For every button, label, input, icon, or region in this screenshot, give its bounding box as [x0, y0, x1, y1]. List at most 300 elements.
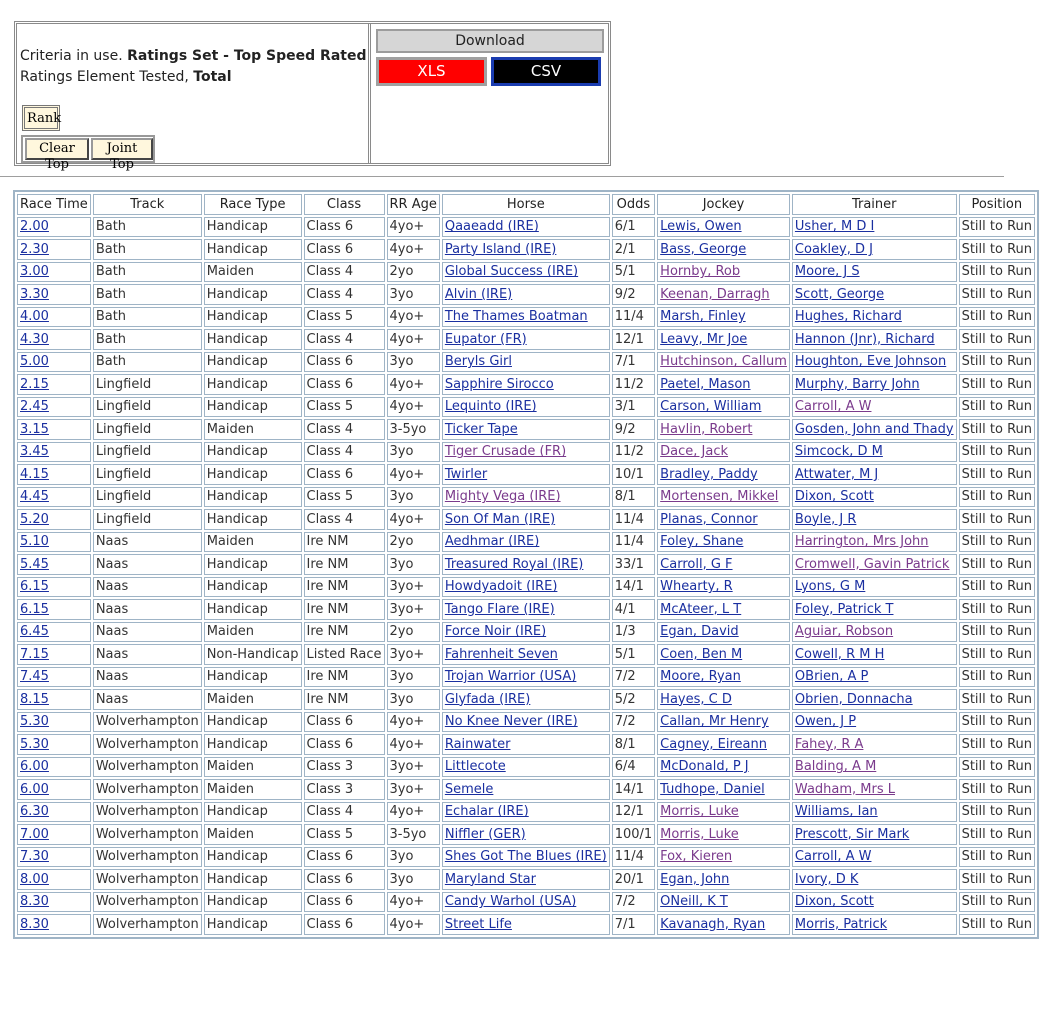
cell-rr-age: 3yo	[387, 869, 440, 890]
cell-trainer	[792, 352, 957, 373]
cell-race-type: Handicap	[204, 442, 302, 463]
csv-download-button[interactable]: CSV	[491, 57, 601, 86]
trainer-link[interactable]: Murphy, Barry John	[794, 376, 920, 392]
cell-track: Bath	[93, 329, 202, 350]
trainer-link[interactable]: Wadham, Mrs L	[794, 781, 896, 797]
table-row	[17, 487, 1035, 508]
horse-link[interactable]: Tango Flare (IRE)	[444, 601, 555, 617]
race-time-link[interactable]: 5.30	[20, 714, 49, 730]
trainer-link[interactable]: Cromwell, Gavin Patrick	[794, 556, 950, 572]
jockey-link[interactable]: McAteer, L T	[660, 601, 742, 617]
cell-jockey	[657, 644, 790, 665]
cell-race-type: Handicap	[204, 217, 302, 238]
table-row	[17, 667, 1035, 688]
cell-race-time	[17, 352, 91, 373]
jockey-link[interactable]: Dace, Jack	[660, 444, 729, 460]
trainer-link[interactable]: Attwater, M J	[794, 466, 879, 482]
cell-rr-age: 4yo+	[387, 307, 440, 328]
cell-class: Class 6	[304, 712, 385, 733]
cell-race-type: Maiden	[204, 622, 302, 643]
jockey-link[interactable]: Moore, Ryan	[660, 669, 741, 685]
horse-link[interactable]: Rainwater	[444, 736, 511, 752]
race-time-link[interactable]: 2.00	[20, 219, 49, 235]
cell-class: Class 5	[304, 397, 385, 418]
trainer-link[interactable]: Dixon, Scott	[794, 489, 874, 505]
table-row	[17, 329, 1035, 350]
cell-jockey	[657, 217, 790, 238]
cell-track: Bath	[93, 217, 202, 238]
cell-trainer	[792, 689, 957, 710]
cell-position: Still to Run	[959, 892, 1035, 913]
horse-link[interactable]: No Knee Never (IRE)	[444, 714, 578, 730]
cell-trainer	[792, 734, 957, 755]
cell-race-type: Handicap	[204, 239, 302, 260]
cell-class: Class 6	[304, 239, 385, 260]
cell-track: Naas	[93, 554, 202, 575]
jockey-link[interactable]: Marsh, Finley	[660, 309, 746, 325]
horse-link[interactable]: Ticker Tape	[444, 421, 518, 437]
joint-top-button[interactable]: Joint Top	[91, 138, 153, 160]
cell-class: Class 6	[304, 374, 385, 395]
jockey-link[interactable]: Egan, David	[660, 624, 739, 640]
horse-link[interactable]: Maryland Star	[444, 871, 536, 887]
cell-race-type: Maiden	[204, 532, 302, 553]
cell-class: Ire NM	[304, 554, 385, 575]
cell-trainer	[792, 419, 957, 440]
horse-link[interactable]: Son Of Man (IRE)	[444, 511, 556, 527]
jockey-link[interactable]: Mortensen, Mikkel	[660, 489, 779, 505]
cell-race-type: Handicap	[204, 329, 302, 350]
cell-position: Still to Run	[959, 757, 1035, 778]
cell-race-type: Maiden	[204, 262, 302, 283]
trainer-link[interactable]: Usher, M D I	[794, 219, 875, 235]
cell-odds: 7/2	[612, 892, 655, 913]
cell-trainer	[792, 847, 957, 868]
trainer-link[interactable]: Simcock, D M	[794, 444, 883, 460]
cell-jockey	[657, 779, 790, 800]
download-header: Download	[376, 29, 604, 53]
race-time-link[interactable]: 6.15	[20, 579, 49, 595]
table-row	[17, 644, 1035, 665]
race-time-link[interactable]: 7.00	[20, 826, 49, 842]
jockey-link[interactable]: Bradley, Paddy	[660, 466, 758, 482]
horse-link[interactable]: Beryls Girl	[444, 354, 512, 370]
cell-position: Still to Run	[959, 667, 1035, 688]
horse-link[interactable]: Trojan Warrior (USA)	[444, 669, 577, 685]
trainer-link[interactable]: Hughes, Richard	[794, 309, 902, 325]
race-time-link[interactable]: 8.30	[20, 894, 49, 910]
race-time-link[interactable]: 3.30	[20, 286, 49, 302]
jockey-link[interactable]: Whearty, R	[660, 579, 733, 595]
race-time-link[interactable]: 4.00	[20, 309, 49, 325]
race-time-link[interactable]: 2.15	[20, 376, 49, 392]
cell-odds: 11/4	[612, 532, 655, 553]
horse-link[interactable]: Niffler (GER)	[444, 826, 526, 842]
cell-race-time	[17, 847, 91, 868]
race-time-link[interactable]: 5.45	[20, 556, 49, 572]
xls-download-button[interactable]: XLS	[376, 57, 487, 86]
table-row	[17, 847, 1035, 868]
cell-race-type: Handicap	[204, 487, 302, 508]
cell-track: Lingfield	[93, 419, 202, 440]
jockey-link[interactable]: Leavy, Mr Joe	[660, 331, 748, 347]
race-time-link[interactable]: 6.15	[20, 601, 49, 617]
horse-link[interactable]: Mighty Vega (IRE)	[444, 489, 561, 505]
horse-link[interactable]: Howdyadoit (IRE)	[444, 579, 558, 595]
trainer-link[interactable]: Moore, J S	[794, 264, 860, 280]
cell-track: Naas	[93, 532, 202, 553]
cell-race-time	[17, 419, 91, 440]
header-jockey: Jockey	[657, 194, 790, 215]
cell-jockey	[657, 532, 790, 553]
trainer-link[interactable]: Fahey, R A	[794, 736, 864, 752]
cell-trainer	[792, 487, 957, 508]
race-time-link[interactable]: 6.00	[20, 759, 49, 775]
jockey-link[interactable]: Carson, William	[660, 399, 762, 415]
race-time-link[interactable]: 3.45	[20, 444, 49, 460]
cell-horse	[442, 419, 610, 440]
jockey-link[interactable]: Morris, Luke	[660, 826, 739, 842]
cell-class: Ire NM	[304, 577, 385, 598]
criteria-prefix: Criteria in use.	[20, 48, 123, 64]
cell-race-type: Handicap	[204, 734, 302, 755]
table-row	[17, 914, 1035, 935]
cell-odds: 6/1	[612, 217, 655, 238]
cell-jockey	[657, 734, 790, 755]
cell-rr-age: 3yo+	[387, 757, 440, 778]
trainer-link[interactable]: Prescott, Sir Mark	[794, 826, 910, 842]
cell-track: Wolverhampton	[93, 869, 202, 890]
cell-trainer	[792, 712, 957, 733]
jockey-link[interactable]: Hutchinson, Callum	[660, 354, 787, 370]
download-section	[371, 24, 608, 163]
trainer-link[interactable]: Foley, Patrick T	[794, 601, 894, 617]
cell-race-type: Handicap	[204, 307, 302, 328]
cell-class: Class 4	[304, 442, 385, 463]
trainer-link[interactable]: Owen, J P	[794, 714, 857, 730]
cell-trainer	[792, 284, 957, 305]
table-row	[17, 779, 1035, 800]
horse-link[interactable]: Global Success (IRE)	[444, 264, 579, 280]
jockey-link[interactable]: Egan, John	[660, 871, 730, 887]
cell-track: Wolverhampton	[93, 712, 202, 733]
header-race-type: Race Type	[204, 194, 302, 215]
cell-jockey	[657, 487, 790, 508]
jockey-link[interactable]: Kavanagh, Ryan	[660, 916, 766, 932]
cell-track: Bath	[93, 239, 202, 260]
cell-position: Still to Run	[959, 307, 1035, 328]
jockey-link[interactable]: Carroll, G F	[660, 556, 733, 572]
cell-position: Still to Run	[959, 352, 1035, 373]
horse-link[interactable]: Candy Warhol (USA)	[444, 894, 577, 910]
cell-track: Naas	[93, 599, 202, 620]
cell-race-time	[17, 802, 91, 823]
trainer-link[interactable]: Dixon, Scott	[794, 894, 874, 910]
table-row	[17, 577, 1035, 598]
cell-trainer	[792, 374, 957, 395]
cell-position: Still to Run	[959, 644, 1035, 665]
cell-position: Still to Run	[959, 869, 1035, 890]
trainer-link[interactable]: Balding, A M	[794, 759, 877, 775]
cell-class: Class 4	[304, 419, 385, 440]
race-time-link[interactable]: 4.30	[20, 331, 49, 347]
jockey-link[interactable]: Coen, Ben M	[660, 646, 743, 662]
trainer-link[interactable]: Hannon (Jnr), Richard	[794, 331, 935, 347]
cell-race-type: Handicap	[204, 847, 302, 868]
cell-rr-age: 4yo+	[387, 329, 440, 350]
trainer-link[interactable]: Lyons, G M	[794, 579, 866, 595]
cell-rr-age: 3yo	[387, 442, 440, 463]
horse-link[interactable]: Echalar (IRE)	[444, 804, 529, 820]
cell-race-time	[17, 779, 91, 800]
trainer-link[interactable]: Scott, George	[794, 286, 885, 302]
race-time-link[interactable]: 2.30	[20, 241, 49, 257]
header-odds: Odds	[612, 194, 655, 215]
race-time-link[interactable]: 8.30	[20, 916, 49, 932]
horse-link[interactable]: Force Noir (IRE)	[444, 624, 547, 640]
cell-jockey	[657, 307, 790, 328]
trainer-link[interactable]: Morris, Patrick	[794, 916, 888, 932]
cell-class: Class 5	[304, 487, 385, 508]
cell-horse	[442, 374, 610, 395]
cell-jockey	[657, 712, 790, 733]
cell-trainer	[792, 217, 957, 238]
cell-odds: 10/1	[612, 464, 655, 485]
cell-horse	[442, 284, 610, 305]
table-row	[17, 419, 1035, 440]
horse-link[interactable]: Street Life	[444, 916, 512, 932]
cell-odds: 11/4	[612, 847, 655, 868]
race-time-link[interactable]: 4.15	[20, 466, 49, 482]
race-time-link[interactable]: 5.00	[20, 354, 49, 370]
cell-track: Lingfield	[93, 397, 202, 418]
cell-class: Ire NM	[304, 532, 385, 553]
cell-race-time	[17, 892, 91, 913]
cell-odds: 8/1	[612, 487, 655, 508]
cell-race-time	[17, 869, 91, 890]
table-row	[17, 892, 1035, 913]
cell-rr-age: 2yo	[387, 532, 440, 553]
cell-race-time	[17, 577, 91, 598]
jockey-link[interactable]: Planas, Connor	[660, 511, 758, 527]
cell-rr-age: 3-5yo	[387, 824, 440, 845]
header-rr-age: RR Age	[387, 194, 440, 215]
cell-trainer	[792, 307, 957, 328]
trainer-link[interactable]: Ivory, D K	[794, 871, 859, 887]
cell-race-time	[17, 667, 91, 688]
cell-horse	[442, 554, 610, 575]
trainer-link[interactable]: Boyle, J R	[794, 511, 857, 527]
table-row	[17, 284, 1035, 305]
cell-horse	[442, 802, 610, 823]
race-time-link[interactable]: 4.45	[20, 489, 49, 505]
table-row	[17, 622, 1035, 643]
trainer-link[interactable]: Williams, Ian	[794, 804, 878, 820]
cell-position: Still to Run	[959, 712, 1035, 733]
trainer-link[interactable]: Obrien, Donnacha	[794, 691, 913, 707]
race-time-link[interactable]: 3.00	[20, 264, 49, 280]
cell-horse	[442, 689, 610, 710]
cell-trainer	[792, 554, 957, 575]
jockey-link[interactable]: ONeill, K T	[660, 894, 728, 910]
horse-link[interactable]: Lequinto (IRE)	[444, 399, 537, 415]
cell-race-type: Handicap	[204, 509, 302, 530]
results-table	[13, 190, 1039, 939]
trainer-link[interactable]: Houghton, Eve Johnson	[794, 354, 947, 370]
horse-link[interactable]: Glyfada (IRE)	[444, 691, 531, 707]
cell-position: Still to Run	[959, 397, 1035, 418]
horse-link[interactable]: Sapphire Sirocco	[444, 376, 554, 392]
table-row	[17, 397, 1035, 418]
cell-position: Still to Run	[959, 374, 1035, 395]
clear-top-button[interactable]: Clear Top	[25, 138, 89, 160]
cell-rr-age: 3yo	[387, 352, 440, 373]
horse-link[interactable]: The Thames Boatman	[444, 309, 588, 325]
jockey-link[interactable]: Hayes, C D	[660, 691, 732, 707]
cell-trainer	[792, 464, 957, 485]
cell-horse	[442, 779, 610, 800]
jockey-link[interactable]: Keenan, Darragh	[660, 286, 770, 302]
race-time-link[interactable]: 5.20	[20, 511, 49, 527]
cell-jockey	[657, 374, 790, 395]
rank-button[interactable]: Rank	[22, 105, 60, 131]
cell-track: Wolverhampton	[93, 892, 202, 913]
cell-jockey	[657, 329, 790, 350]
cell-odds: 5/2	[612, 689, 655, 710]
cell-jockey	[657, 622, 790, 643]
horse-link[interactable]: Eupator (FR)	[444, 331, 527, 347]
jockey-link[interactable]: Morris, Luke	[660, 804, 739, 820]
race-time-link[interactable]: 5.30	[20, 736, 49, 752]
cell-race-type: Handicap	[204, 397, 302, 418]
table-row	[17, 509, 1035, 530]
cell-trainer	[792, 239, 957, 260]
trainer-link[interactable]: Harrington, Mrs John	[794, 534, 929, 550]
table-row	[17, 734, 1035, 755]
jockey-link[interactable]: Hornby, Rob	[660, 264, 741, 280]
race-time-link[interactable]: 7.30	[20, 849, 49, 865]
cell-jockey	[657, 442, 790, 463]
jockey-link[interactable]: Callan, Mr Henry	[660, 714, 769, 730]
trainer-link[interactable]: Gosden, John and Thady	[794, 421, 954, 437]
race-time-link[interactable]: 8.00	[20, 871, 49, 887]
cell-jockey	[657, 869, 790, 890]
cell-rr-age: 4yo+	[387, 239, 440, 260]
jockey-link[interactable]: Fox, Kieren	[660, 849, 733, 865]
horse-link[interactable]: Party Island (IRE)	[444, 241, 557, 257]
cell-horse	[442, 487, 610, 508]
cell-trainer	[792, 824, 957, 845]
horse-link[interactable]: Alvin (IRE)	[444, 286, 513, 302]
horse-link[interactable]: Littlecote	[444, 759, 506, 775]
cell-class: Class 6	[304, 892, 385, 913]
horse-link[interactable]: Qaaeadd (IRE)	[444, 219, 539, 235]
cell-race-time	[17, 757, 91, 778]
cell-odds: 12/1	[612, 329, 655, 350]
cell-trainer	[792, 509, 957, 530]
race-time-link[interactable]: 8.15	[20, 691, 49, 707]
horse-link[interactable]: Shes Got The Blues (IRE)	[444, 849, 607, 865]
trainer-link[interactable]: Coakley, D J	[794, 241, 873, 257]
cell-race-time	[17, 689, 91, 710]
horizontal-divider	[0, 176, 1004, 177]
race-time-link[interactable]: 3.15	[20, 421, 49, 437]
cell-position: Still to Run	[959, 847, 1035, 868]
horse-link[interactable]: Twirler	[444, 466, 488, 482]
cell-position: Still to Run	[959, 284, 1035, 305]
jockey-link[interactable]: Paetel, Mason	[660, 376, 751, 392]
cell-jockey	[657, 239, 790, 260]
cell-race-time	[17, 374, 91, 395]
race-time-link[interactable]: 6.30	[20, 804, 49, 820]
cell-race-time	[17, 734, 91, 755]
trainer-link[interactable]: OBrien, A P	[794, 669, 869, 685]
cell-race-type: Handicap	[204, 577, 302, 598]
race-time-link[interactable]: 2.45	[20, 399, 49, 415]
horse-link[interactable]: Semele	[444, 781, 494, 797]
table-row	[17, 554, 1035, 575]
horse-link[interactable]: Aedhmar (IRE)	[444, 534, 540, 550]
jockey-link[interactable]: McDonald, P J	[660, 759, 749, 775]
jockey-link[interactable]: Bass, George	[660, 241, 747, 257]
jockey-link[interactable]: Foley, Shane	[660, 534, 744, 550]
cell-race-time	[17, 329, 91, 350]
race-time-link[interactable]: 6.00	[20, 781, 49, 797]
trainer-link[interactable]: Aguiar, Robson	[794, 624, 894, 640]
cell-jockey	[657, 802, 790, 823]
cell-race-time	[17, 712, 91, 733]
table-row	[17, 307, 1035, 328]
jockey-link[interactable]: Tudhope, Daniel	[660, 781, 765, 797]
jockey-link[interactable]: Cagney, Eireann	[660, 736, 767, 752]
horse-link[interactable]: Treasured Royal (IRE)	[444, 556, 584, 572]
cell-jockey	[657, 824, 790, 845]
cell-track: Naas	[93, 689, 202, 710]
header-race-time: Race Time	[17, 194, 91, 215]
cell-class: Class 3	[304, 779, 385, 800]
race-time-link[interactable]: 7.45	[20, 669, 49, 685]
table-row	[17, 824, 1035, 845]
cell-track: Naas	[93, 644, 202, 665]
table-row	[17, 532, 1035, 553]
jockey-link[interactable]: Lewis, Owen	[660, 219, 742, 235]
race-time-link[interactable]: 5.10	[20, 534, 49, 550]
cell-track: Naas	[93, 577, 202, 598]
cell-odds: 9/2	[612, 419, 655, 440]
cell-trainer	[792, 892, 957, 913]
trainer-link[interactable]: Cowell, R M H	[794, 646, 885, 662]
header-trainer: Trainer	[792, 194, 957, 215]
cell-track: Wolverhampton	[93, 802, 202, 823]
horse-link[interactable]: Fahrenheit Seven	[444, 646, 558, 662]
race-time-link[interactable]: 7.15	[20, 646, 49, 662]
header-class: Class	[304, 194, 385, 215]
cell-jockey	[657, 847, 790, 868]
cell-horse	[442, 442, 610, 463]
trainer-link[interactable]: Carroll, A W	[794, 849, 872, 865]
horse-link[interactable]: Tiger Crusade (FR)	[444, 444, 567, 460]
cell-rr-age: 3yo+	[387, 779, 440, 800]
race-time-link[interactable]: 6.45	[20, 624, 49, 640]
cell-rr-age: 3yo	[387, 689, 440, 710]
cell-rr-age: 3yo	[387, 554, 440, 575]
cell-race-type: Handicap	[204, 712, 302, 733]
jockey-link[interactable]: Havlin, Robert	[660, 421, 753, 437]
cell-race-type: Handicap	[204, 374, 302, 395]
cell-rr-age: 4yo+	[387, 712, 440, 733]
trainer-link[interactable]: Carroll, A W	[794, 399, 872, 415]
cell-position: Still to Run	[959, 419, 1035, 440]
